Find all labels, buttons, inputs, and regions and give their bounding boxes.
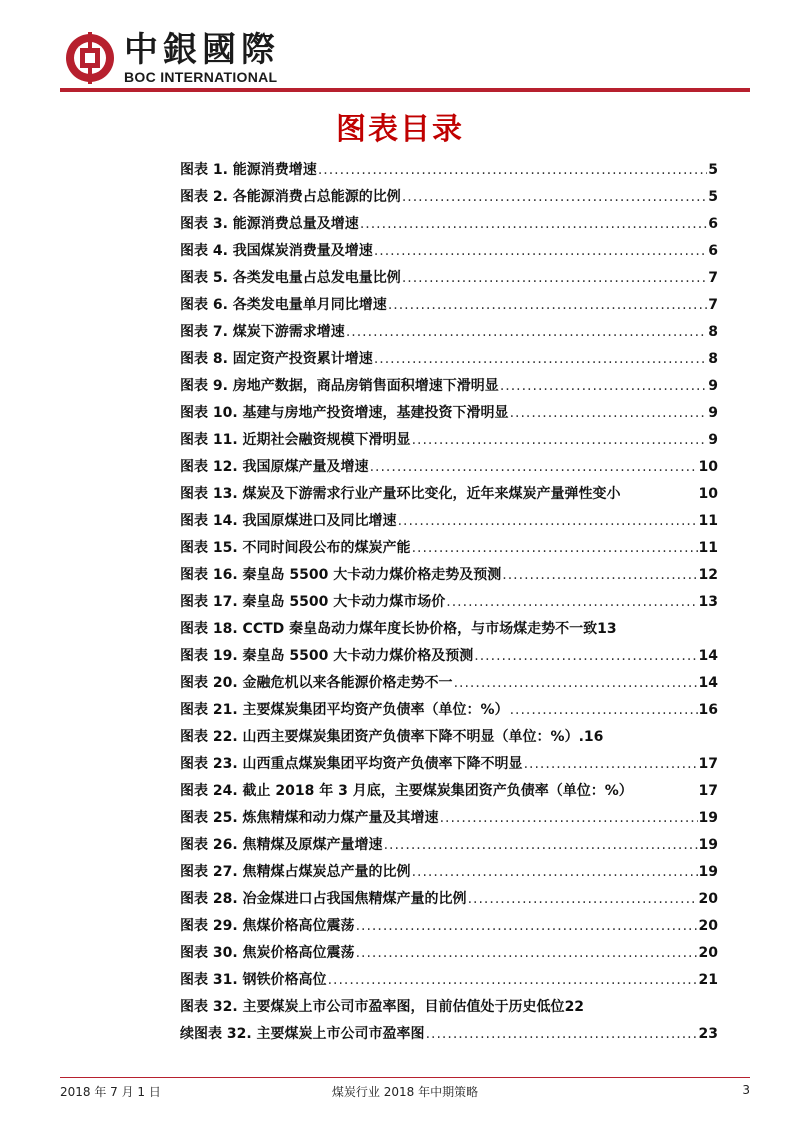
toc-leader-dots bbox=[426, 1021, 698, 1048]
toc-entry-label: 图表 9. 房地产数据，商品房销售面积增速下滑明显 bbox=[180, 378, 499, 394]
toc-entry-label: 图表 23. 山西重点煤炭集团平均资产负债率下降不明显 bbox=[180, 756, 523, 772]
toc-entry-label: 图表 19. 秦皇岛 5500 大卡动力煤价格及预测 bbox=[180, 648, 474, 664]
toc-entry[interactable] bbox=[180, 292, 718, 319]
toc-leader-dots bbox=[502, 562, 697, 589]
toc-entry[interactable] bbox=[180, 994, 718, 1021]
toc-leader-dots bbox=[412, 427, 708, 454]
toc-entry-label: 图表 14. 我国原煤进口及同比增速 bbox=[180, 513, 397, 529]
toc-leader-dots bbox=[412, 859, 698, 886]
toc-entry-label: 图表 1. 能源消费增速 bbox=[180, 162, 317, 178]
toc-leader-dots bbox=[510, 400, 708, 427]
toc-entry-page: 11 bbox=[698, 513, 718, 529]
page-number: 3 bbox=[742, 1083, 750, 1097]
footer-date: 2018 年 7 月 1 日 bbox=[60, 1085, 161, 1099]
toc-entry[interactable] bbox=[180, 157, 718, 184]
toc-entry[interactable] bbox=[180, 562, 718, 589]
toc-title: 图表目录 bbox=[336, 112, 464, 147]
toc-entry[interactable] bbox=[180, 697, 718, 724]
toc-entry-label: 图表 28. 冶金煤进口占我国焦精煤产量的比例 bbox=[180, 891, 467, 907]
toc-entry-page: 19 bbox=[698, 837, 718, 853]
toc-entry-page: 8 bbox=[708, 351, 718, 367]
toc-leader-dots bbox=[474, 643, 697, 670]
toc-entry[interactable] bbox=[180, 400, 718, 427]
toc-entry-page: 10 bbox=[698, 459, 718, 475]
toc-entry-page: 19 bbox=[698, 810, 718, 826]
toc-entry-label: 图表 8. 固定资产投资累计增速 bbox=[180, 351, 373, 367]
toc-entry-page: 16 bbox=[698, 702, 718, 718]
toc-entry-page: 5 bbox=[708, 189, 718, 205]
toc-entry-label: 图表 10. 基建与房地产投资增速，基建投资下滑明显 bbox=[180, 405, 509, 421]
toc-entry-label: 图表 6. 各类发电量单月同比增速 bbox=[180, 297, 387, 313]
toc-entry[interactable] bbox=[180, 832, 718, 859]
toc-entry[interactable] bbox=[180, 265, 718, 292]
toc-entry-label: 图表 16. 秦皇岛 5500 大卡动力煤价格走势及预测 bbox=[180, 567, 502, 583]
toc-entry-label: 续图表 32. 主要煤炭上市公司市盈率图 bbox=[180, 1026, 425, 1042]
toc-entry-label: 图表 24. 截止 2018 年 3 月底，主要煤炭集团资产负债率（单位：%） bbox=[180, 783, 633, 799]
toc-entry[interactable] bbox=[180, 670, 718, 697]
toc-entry-label: 图表 30. 焦炭价格高位震荡 bbox=[180, 945, 355, 961]
toc-entry-label: 图表 25. 炼焦精煤和动力煤产量及其增速 bbox=[180, 810, 439, 826]
toc-entry-page: 23 bbox=[698, 1026, 718, 1042]
toc-leader-dots bbox=[446, 589, 697, 616]
toc-leader-dots bbox=[402, 265, 707, 292]
toc-entry-page: 12 bbox=[698, 567, 718, 583]
toc-entry-page: 9 bbox=[708, 432, 718, 448]
toc-entry-page: 14 bbox=[698, 648, 718, 664]
toc-leader-dots bbox=[374, 238, 707, 265]
toc-entry-page: 7 bbox=[708, 297, 718, 313]
toc-entry-page: 13 bbox=[597, 621, 617, 637]
toc-entry-label: 图表 4. 我国煤炭消费量及增速 bbox=[180, 243, 373, 259]
toc-leader-dots bbox=[398, 508, 698, 535]
toc-entry-label: 图表 2. 各能源消费占总能源的比例 bbox=[180, 189, 401, 205]
toc-entry-page: 7 bbox=[708, 270, 718, 286]
toc-entry-label: 图表 26. 焦精煤及原煤产量增速 bbox=[180, 837, 383, 853]
toc-entry[interactable] bbox=[180, 913, 718, 940]
brand-name-cn: 中銀國際 bbox=[124, 30, 280, 70]
toc-entry-label: 图表 20. 金融危机以来各能源价格走势不一 bbox=[180, 675, 453, 691]
footer-divider bbox=[60, 1077, 750, 1078]
toc-leader-dots bbox=[412, 535, 698, 562]
toc-leader-dots bbox=[500, 373, 707, 400]
toc-leader-dots bbox=[454, 670, 698, 697]
toc-entry-label: 图表 12. 我国原煤产量及增速 bbox=[180, 459, 369, 475]
toc-entry[interactable] bbox=[180, 346, 718, 373]
toc-entry-label: 图表 3. 能源消费总量及增速 bbox=[180, 216, 359, 232]
toc-entry-page: 11 bbox=[698, 540, 718, 556]
page-header bbox=[60, 26, 750, 96]
footer-report-title: 煤炭行业 2018 年中期策略 bbox=[331, 1085, 479, 1099]
boc-logo-icon bbox=[64, 32, 116, 84]
toc-entry-page: 9 bbox=[708, 378, 718, 394]
toc-entry-label: 图表 31. 钢铁价格高位 bbox=[180, 972, 327, 988]
toc-leader-dots bbox=[402, 184, 707, 211]
toc-entry-label: 图表 7. 煤炭下游需求增速 bbox=[180, 324, 345, 340]
toc-leader-dots bbox=[388, 292, 707, 319]
toc-entry-label: 图表 13. 煤炭及下游需求行业产量环比变化，近年来煤炭产量弹性变小 bbox=[180, 486, 621, 502]
toc-entry-page: 20 bbox=[698, 891, 718, 907]
toc-leader-dots bbox=[384, 832, 698, 859]
toc-leader-dots bbox=[356, 940, 698, 967]
toc-entry[interactable] bbox=[180, 373, 718, 400]
toc-entry[interactable] bbox=[180, 724, 718, 751]
toc-leader-dots bbox=[510, 697, 698, 724]
toc-entry[interactable] bbox=[180, 643, 718, 670]
toc-entry-page: 8 bbox=[708, 324, 718, 340]
toc-entry-page: 17 bbox=[698, 783, 718, 799]
toc-leader-dots bbox=[318, 157, 707, 184]
toc-entry-page: 19 bbox=[698, 864, 718, 880]
toc-entry[interactable] bbox=[180, 616, 718, 643]
toc-leader-dots bbox=[356, 913, 698, 940]
toc-entry[interactable] bbox=[180, 859, 718, 886]
toc-entry[interactable] bbox=[180, 211, 718, 238]
toc-leader-dots bbox=[346, 319, 707, 346]
toc-entry-label: 图表 27. 焦精煤占煤炭总产量的比例 bbox=[180, 864, 411, 880]
toc-leader-dots bbox=[328, 967, 698, 994]
toc-leader-dots bbox=[374, 346, 707, 373]
toc-entry-page: 17 bbox=[698, 756, 718, 772]
toc-entry-label: 图表 22. 山西主要煤炭集团资产负债率下降不明显（单位：%） bbox=[180, 729, 579, 745]
toc-entry-page: 22 bbox=[564, 999, 585, 1015]
toc-entry-label: 图表 32. 主要煤炭上市公司市盈率图，目前估值处于历史低位 bbox=[180, 999, 565, 1015]
toc-entry[interactable] bbox=[180, 481, 718, 508]
toc-entry-page: 5 bbox=[708, 162, 718, 178]
toc-entry-label: 图表 17. 秦皇岛 5500 大卡动力煤市场价 bbox=[180, 594, 446, 610]
toc-entry[interactable] bbox=[180, 751, 718, 778]
toc-entry-label: 图表 15. 不同时间段公布的煤炭产能 bbox=[180, 540, 411, 556]
toc-entry[interactable] bbox=[180, 238, 718, 265]
toc-entry-page: .16 bbox=[578, 729, 604, 745]
toc-entry[interactable] bbox=[180, 940, 718, 967]
toc-entry[interactable] bbox=[180, 319, 718, 346]
toc-entry-page: 21 bbox=[698, 972, 718, 988]
toc-entry[interactable] bbox=[180, 535, 718, 562]
toc-entry[interactable] bbox=[180, 778, 718, 805]
toc-entry-page: 9 bbox=[708, 405, 718, 421]
toc-leader-dots bbox=[524, 751, 698, 778]
toc-leader-dots bbox=[468, 886, 698, 913]
toc-entry[interactable] bbox=[180, 886, 718, 913]
toc-entry-page: 6 bbox=[708, 243, 718, 259]
toc-leader-dots bbox=[360, 211, 707, 238]
toc-entry-page: 13 bbox=[698, 594, 718, 610]
toc-entry[interactable] bbox=[180, 184, 718, 211]
toc-entry[interactable] bbox=[180, 1021, 718, 1048]
toc-entry-page: 10 bbox=[698, 486, 718, 502]
toc-entry-page: 20 bbox=[698, 918, 718, 934]
toc-entry-label: 图表 11. 近期社会融资规模下滑明显 bbox=[180, 432, 411, 448]
toc-entry-page: 14 bbox=[698, 675, 718, 691]
toc-entry[interactable] bbox=[180, 427, 718, 454]
toc-entry[interactable] bbox=[180, 589, 718, 616]
toc-leader-dots bbox=[370, 454, 698, 481]
toc-entry[interactable] bbox=[180, 454, 718, 481]
toc-entry-page: 6 bbox=[708, 216, 718, 232]
toc-leader-dots bbox=[440, 805, 698, 832]
toc-entry[interactable] bbox=[180, 508, 718, 535]
header-divider bbox=[60, 88, 750, 92]
toc-entry-label: 图表 18. CCTD 秦皇岛动力煤年度长协价格，与市场煤走势不一致 bbox=[180, 621, 598, 637]
toc-entry-label: 图表 21. 主要煤炭集团平均资产负债率（单位：%） bbox=[180, 702, 509, 718]
toc-entry-label: 图表 29. 焦煤价格高位震荡 bbox=[180, 918, 355, 934]
toc-entry-page: 20 bbox=[698, 945, 718, 961]
brand-name-en: BOC INTERNATIONAL bbox=[124, 69, 278, 85]
toc-entry-label: 图表 5. 各类发电量占总发电量比例 bbox=[180, 270, 401, 286]
page-footer bbox=[60, 1083, 750, 1103]
toc-entry[interactable] bbox=[180, 967, 718, 994]
table-of-figures bbox=[180, 157, 718, 1048]
toc-entry[interactable] bbox=[180, 805, 718, 832]
